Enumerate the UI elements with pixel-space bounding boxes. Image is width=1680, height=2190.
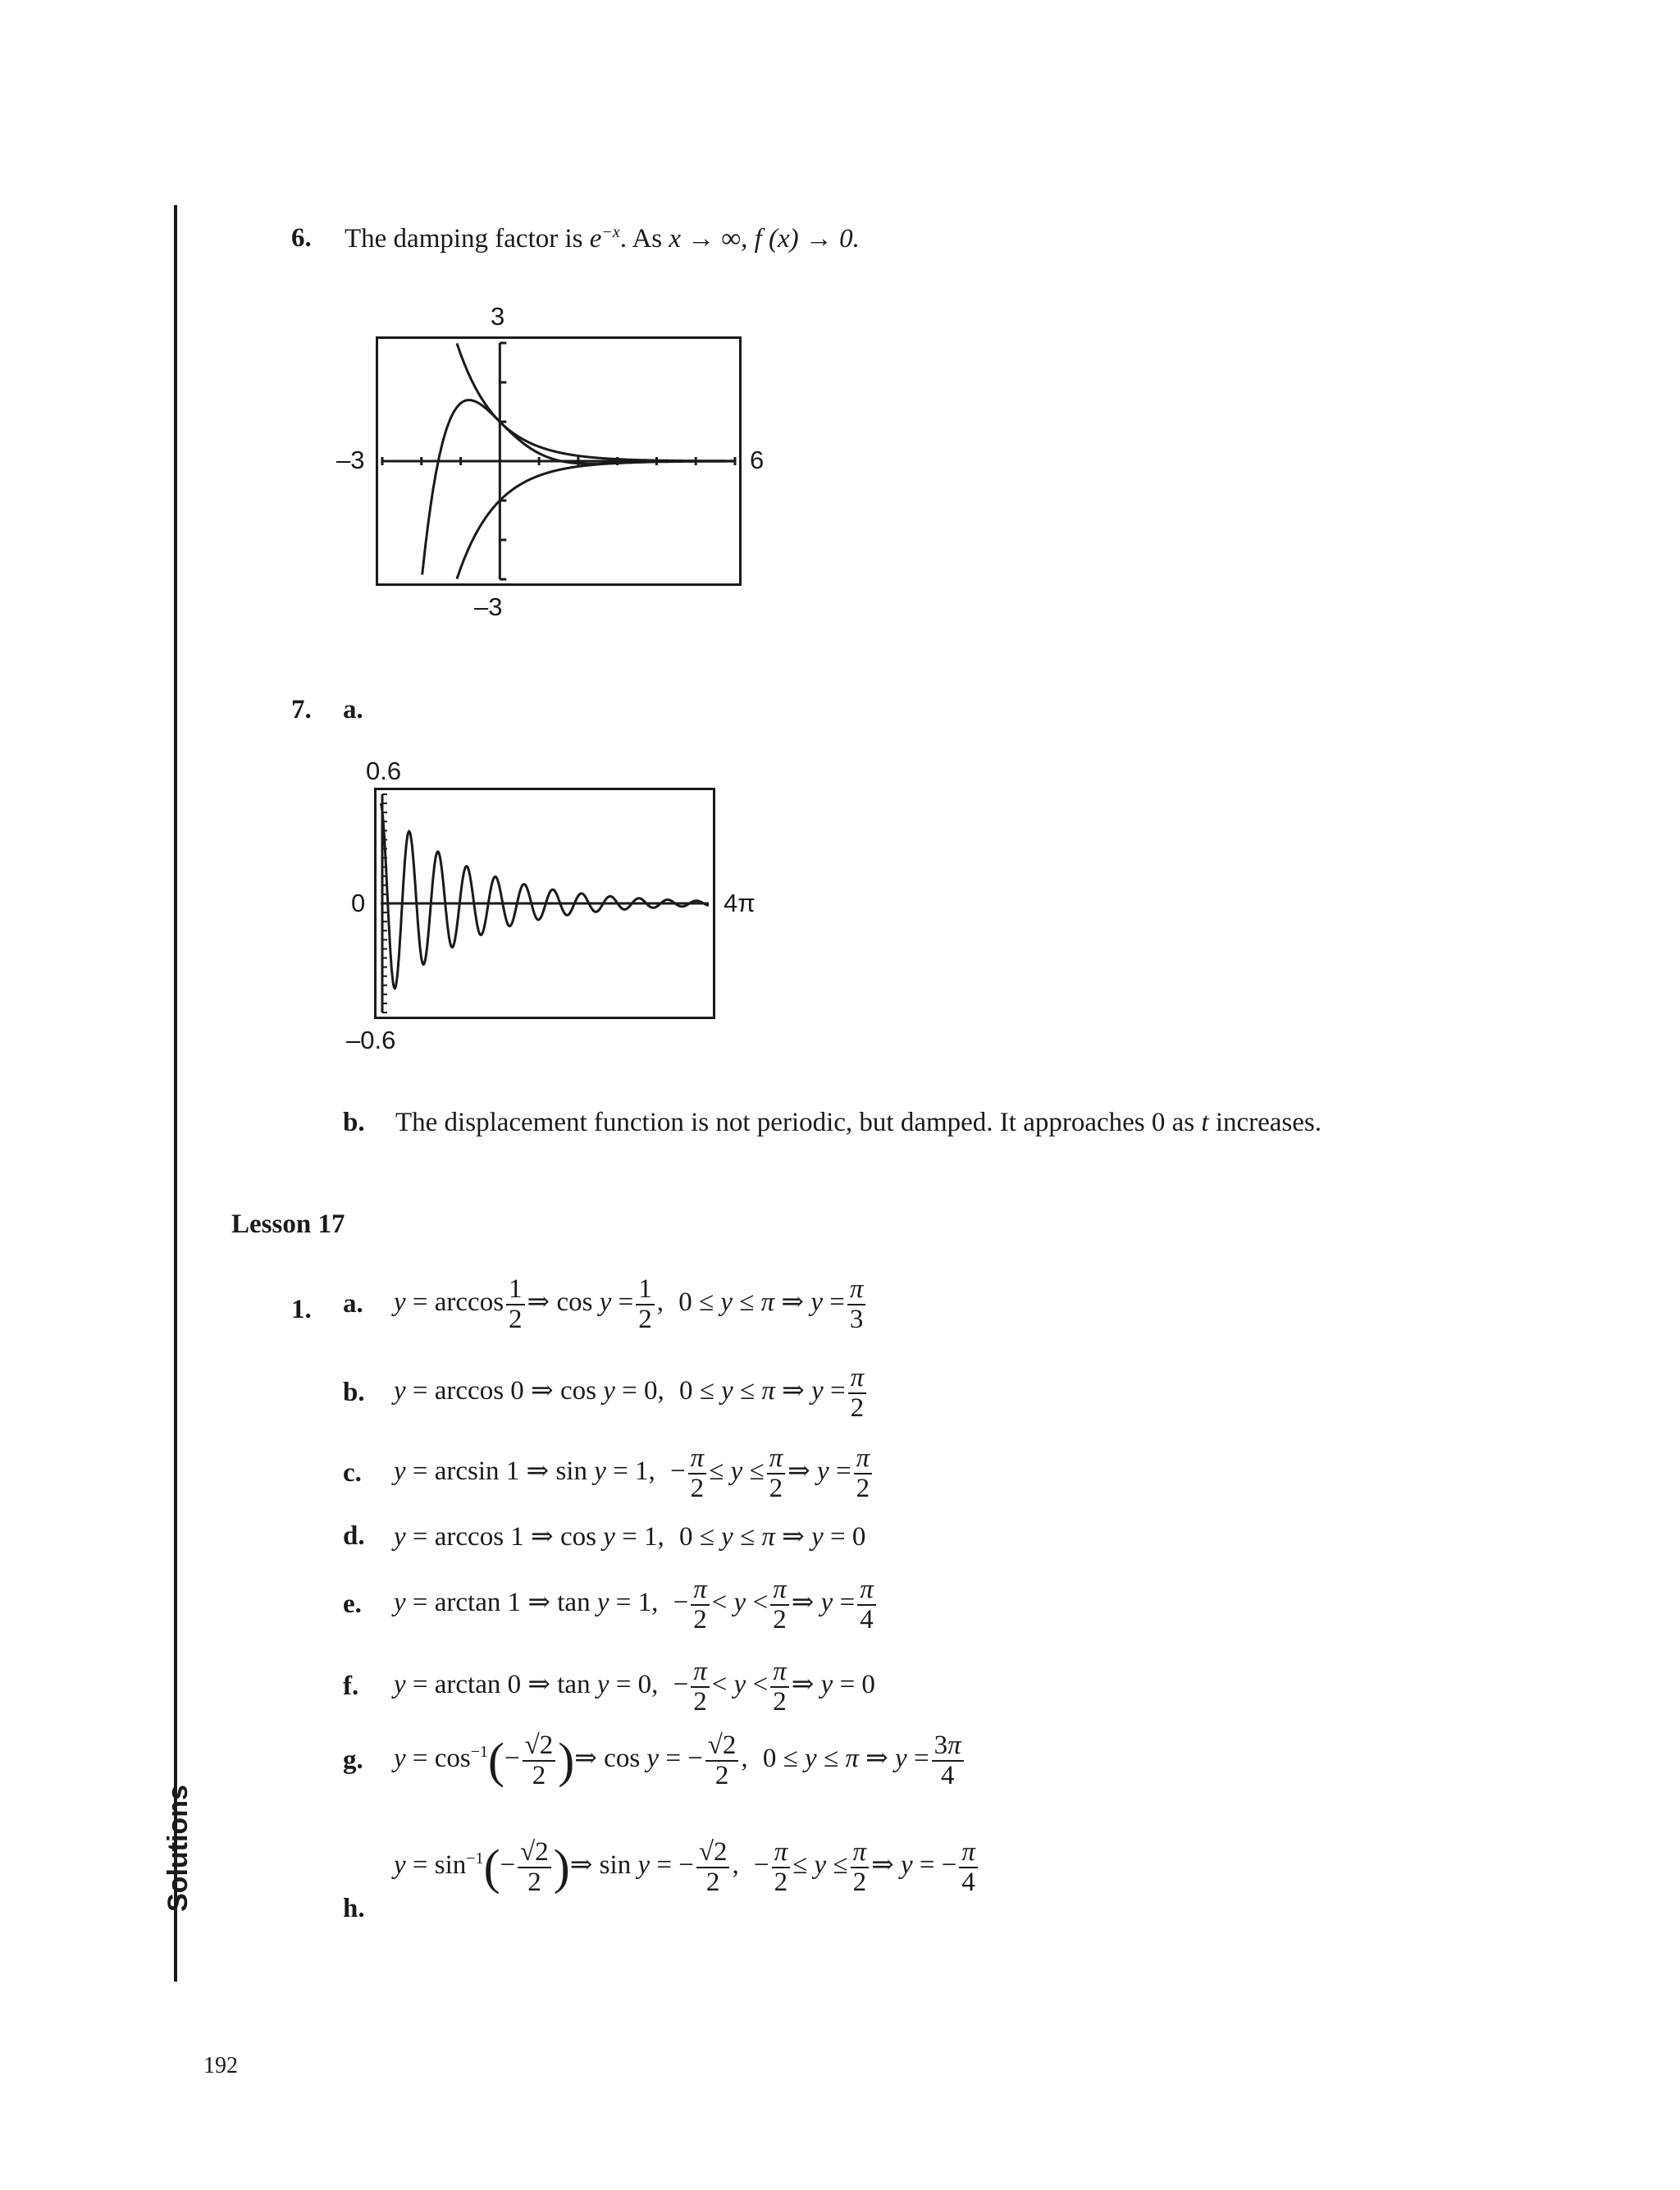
problem-7b-label: b.: [343, 1108, 365, 1137]
problem-7-number: 7.: [291, 695, 312, 725]
part-b-label: b.: [343, 1378, 365, 1408]
equation-e: [343, 1575, 879, 1634]
equation-a-body: y = arccos $\frac{1}{2}$ ⇒ cos y = $\frac{1}{2}$ , 0 ≤ y ≤ π ⇒ y = $\frac{\pi}{3}$: [394, 1275, 868, 1333]
equation-b: [343, 1364, 869, 1422]
problem-7b-text-1: The displacement function is not periodic, but damped. It approaches 0 as: [395, 1108, 1195, 1137]
problem-6-text-a: The damping factor is: [345, 224, 583, 254]
problem-6-limit: x → ∞, f (x) → 0.: [669, 224, 860, 254]
equation-d: [343, 1520, 865, 1552]
equation-a: [343, 1275, 868, 1333]
problem-7b-text: [395, 1108, 1322, 1138]
equation-c: [343, 1444, 874, 1502]
graph1-xmin-label: –3: [336, 446, 365, 474]
part-e-label: e.: [343, 1589, 362, 1620]
equation-f-body: y = arctan 0 ⇒ tan y = 0, − $\frac{\pi}{2}$ < y < $\frac{\pi}{2}$ ⇒ y = 0: [394, 1657, 875, 1717]
part-c-label: c.: [343, 1458, 362, 1488]
equation-b-body: y = arccos 0 ⇒ cos y = 0, 0 ≤ y ≤ π ⇒ y = $\frac{\pi}{2}$: [394, 1364, 869, 1422]
part-g-label: g.: [343, 1745, 363, 1776]
equation-c-body: y = arcsin 1 ⇒ sin y = 1, − $\frac{\pi}{2}$ ≤ y ≤ $\frac{\pi}{2}$ ⇒ y = $\frac{\pi}{2}$: [394, 1444, 874, 1502]
part-a-label: a.: [343, 1289, 363, 1319]
equation-e-body: y = arctan 1 ⇒ tan y = 1, − $\frac{\pi}{2}$ < y < $\frac{\pi}{2}$ ⇒ y = $\frac{\pi}{4}$: [394, 1575, 879, 1634]
part-f-label: f.: [343, 1671, 359, 1702]
part-h-label: h.: [343, 1894, 365, 1923]
graph2-xmax-label: 4π: [724, 889, 756, 917]
graph2-xmin-label: 0: [351, 889, 366, 917]
equation-h: [394, 1838, 980, 1896]
graph1-ymax-label: 3: [491, 302, 505, 331]
graph1-xmax-label: 6: [750, 446, 765, 474]
equation-h-body: $y = \sin^{-1}(-$ $\frac{√2}{2}$ )⇒ sin y = − $\frac{√2}{2}$ , − $\frac{\pi}{2}$ ≤ y ≤ $\frac{\pi}{2}$ ⇒ y = − $\frac{\pi}{4}$: [394, 1838, 980, 1896]
problem-7b-var: t: [1201, 1108, 1209, 1137]
sidebar-rule: [174, 205, 177, 1982]
problem-6-text-b: . As: [619, 224, 663, 254]
graph2-calculator-screen: [374, 788, 715, 1019]
equation-g: [343, 1731, 966, 1790]
problem-6-statement: [345, 223, 860, 254]
equation-d-body: y = arccos 1 ⇒ cos y = 1, 0 ≤ y ≤ π ⇒ y = 0: [394, 1522, 866, 1552]
problem-6-number: 6.: [291, 223, 312, 253]
damping-exponent: −x: [601, 223, 620, 241]
part-d-label: d.: [343, 1520, 365, 1551]
page-number: 192: [203, 2053, 238, 2078]
graph1-ymin-label: –3: [474, 592, 503, 621]
equation-g-body: $y = \cos^{-1}(-$ $\frac{√2}{2}$ )⇒ cos y = − $\frac{√2}{2}$ , 0 ≤ y ≤ π ⇒ y = $\frac{3\pi}{4}$: [394, 1731, 966, 1790]
graph1-calculator-screen: [376, 336, 742, 586]
graph2-ymin-label: –0.6: [346, 1026, 396, 1054]
lesson-problem-1-number: 1.: [291, 1295, 312, 1324]
graph2-ymax-label: 0.6: [366, 757, 402, 785]
sidebar-label: Solutions: [162, 1785, 194, 1912]
problem-7a-label: a.: [343, 695, 363, 725]
damping-base: e: [589, 224, 602, 254]
problem-7b-text-2: increases.: [1215, 1108, 1322, 1137]
equation-f: [343, 1657, 875, 1716]
lesson-title: Lesson 17: [231, 1209, 345, 1239]
